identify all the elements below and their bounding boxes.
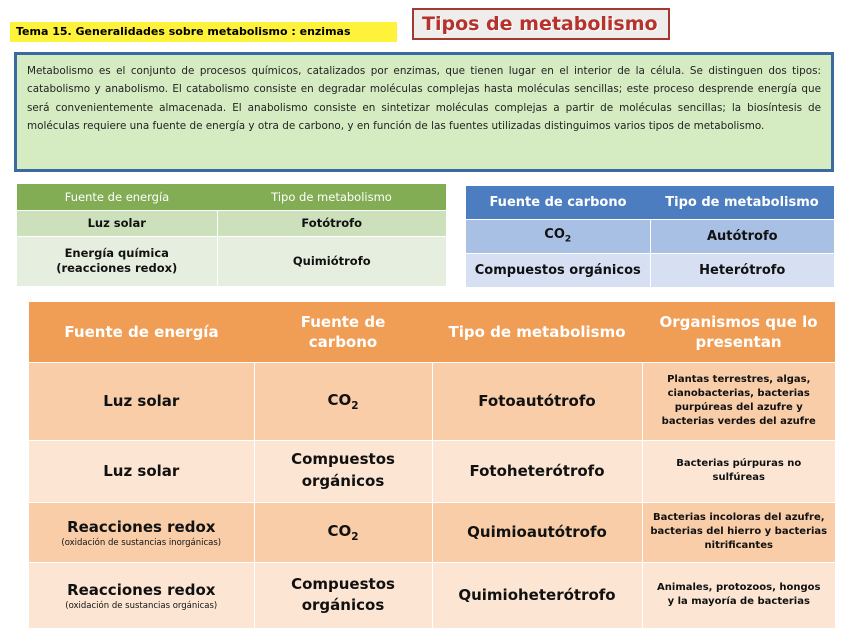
table-cell: Animales, protozoos, hongos y la mayoría de bacterias [642,562,835,628]
table-row [29,440,835,502]
table-cell: Heterótrofo [650,253,834,287]
table-cell: Plantas terrestres, algas, cianobacterias, bacterias purpúreas del azufre y bacterias verdes del azufre [642,362,835,440]
co2-formula: $CO_2$ [327,390,359,412]
table-cell: Fotoautótrofo [432,362,642,440]
table-cell: Compuestos orgánicos [254,562,432,628]
table-cell: Luz solar [17,210,217,236]
combined-table-header: Tipo de metabolismo [432,302,642,362]
table-cell: Fotoheterótrofo [432,440,642,502]
table-cell [254,362,432,440]
combined-table-header: Fuente de carbono [254,302,432,362]
table-cell: Quimiótrofo [217,236,446,286]
table-cell: Quimioautótrofo [432,502,642,562]
combined-table-header: Fuente de energía [29,302,254,362]
table-cell: Compuestos orgánicos [254,440,432,502]
table-cell: Reacciones redox (oxidación de sustancias orgánicas) [29,562,254,628]
table-cell: Energía química (reacciones redox) [17,236,217,286]
topic-label: Tema 15. Generalidades sobre metabolismo : enzimas [10,22,397,42]
table-cell: Reacciones redox (oxidación de sustancias inorgánicas) [29,502,254,562]
metabolism-types-table [29,302,835,628]
combined-table-header: Organismos que lo presentan [642,302,835,362]
table-cell: Quimioheterótrofo [432,562,642,628]
table-cell [466,219,650,253]
table-row [17,210,446,236]
table-row [466,253,834,287]
table-row [29,502,835,562]
table-cell: Bacterias incoloras del azufre, bacterias del hierro y bacterias nitrificantes [642,502,835,562]
co2-formula: $CO_2$ [327,521,359,543]
intro-paragraph: Metabolismo es el conjunto de procesos químicos, catalizados por enzimas, que tienen lugar en el interior de la célula. Se distinguen dos tipos: catabolismo y anabolismo. El catabolismo consiste en degradar moléculas complejas hasta moléculas sencillas; este proceso desprende energía que será convenientemente almacenada. El anabolismo consiste en sintetizar moléculas complejas a partir de moléculas sencillas; la biosíntesis de moléculas requiere una fuente de energía y otra de carbono, y en función de las fuentes utilizadas distinguimos varios tipos de metabolismo. [14,52,834,172]
table-cell: Luz solar [29,440,254,502]
table-row [466,219,834,253]
carbon-table-header: Fuente de carbono [466,186,650,219]
page-title: Tipos de metabolismo [412,8,670,40]
table-cell: Fotótrofo [217,210,446,236]
energy-table-header: Fuente de energía [17,184,217,210]
energy-table-header: Tipo de metabolismo [217,184,446,210]
table-row [17,236,446,286]
co2-formula: $CO_2$ [544,227,572,245]
carbon-source-table [466,186,834,287]
energy-source-table [17,184,446,286]
table-cell: Luz solar [29,362,254,440]
table-row [29,562,835,628]
carbon-table-header: Tipo de metabolismo [650,186,834,219]
table-row [29,362,835,440]
table-cell: Bacterias púrpuras no sulfúreas [642,440,835,502]
table-cell: Autótrofo [650,219,834,253]
table-cell: Compuestos orgánicos [466,253,650,287]
table-cell [254,502,432,562]
